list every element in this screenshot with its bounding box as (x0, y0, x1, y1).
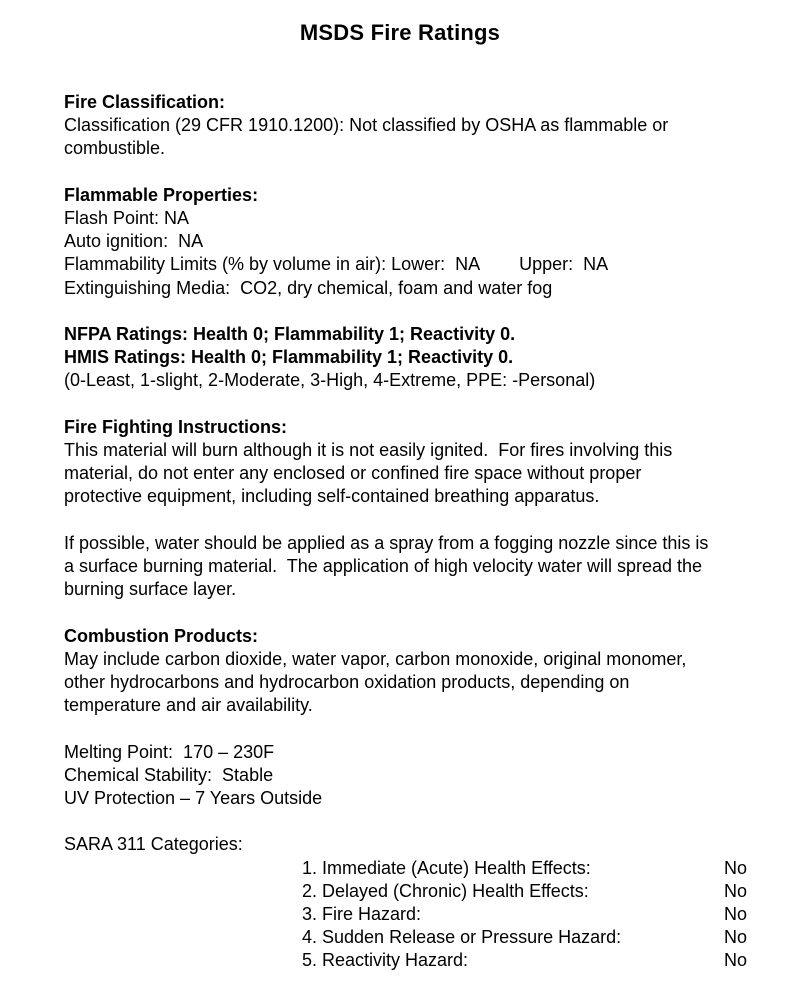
combustion-products-heading: Combustion Products: (64, 625, 258, 646)
section-sara-311 (64, 833, 760, 972)
sara-row (64, 857, 760, 880)
sara-value: No (724, 904, 748, 924)
doc-line: This material will burn although it is not easily ignited. For fires involving this (64, 440, 673, 460)
fire-classification-heading: Fire Classification: (64, 92, 226, 112)
sara-heading: SARA 311 Categories: (64, 834, 243, 855)
section-flammable-properties (64, 184, 760, 300)
section-ratings (64, 323, 760, 393)
sara-label: 2. Delayed (Chronic) Health Effects: (302, 880, 589, 901)
sara-label: 5. Reactivity Hazard: (302, 950, 469, 971)
section-fire-fighting (64, 416, 760, 509)
doc-line: burning surface layer. (64, 579, 237, 600)
uv-protection-line: UV Protection – 7 Years Outside (64, 788, 323, 808)
sara-label: 3. Fire Hazard: (302, 904, 422, 924)
section-combustion-products (64, 625, 760, 718)
sara-value: No (724, 950, 748, 971)
doc-line: material, do not enter any enclosed or confined fire space without proper (64, 463, 642, 484)
sara-row (64, 926, 760, 949)
sara-value: No (724, 857, 748, 878)
hmis-ratings-line: HMIS Ratings: Health 0; Flammability 1; Reactivity 0. (64, 347, 514, 368)
doc-line: protective equipment, including self-contained breathing apparatus. (64, 486, 600, 507)
doc-line: Classification (29 CFR 1910.1200): Not classified by OSHA as flammable or (64, 115, 669, 136)
sara-label: 4. Sudden Release or Pressure Hazard: (302, 927, 622, 948)
doc-line: other hydrocarbons and hydrocarbon oxidation products, depending on (64, 672, 630, 692)
sara-label: 1. Immediate (Acute) Health Effects: (302, 857, 591, 878)
flash-point-line: Flash Point: NA (64, 208, 190, 228)
fire-fighting-paragraph-2 (64, 532, 760, 602)
melting-point-line: Melting Point: 170 – 230F (64, 741, 275, 762)
sara-row (64, 880, 760, 903)
sara-value: No (724, 880, 748, 901)
auto-ignition-line: Auto ignition: NA (64, 231, 204, 252)
doc-title: MSDS Fire Ratings (299, 20, 501, 45)
sara-category-list (64, 857, 760, 973)
section-fire-classification (64, 91, 760, 161)
extinguishing-media-line: Extinguishing Media: CO2, dry chemical, foam and water fog (64, 277, 553, 298)
nfpa-ratings-line: NFPA Ratings: Health 0; Flammability 1; Reactivity 0. (64, 324, 516, 344)
sara-row (64, 903, 760, 926)
chemical-stability-line: Chemical Stability: Stable (64, 764, 274, 785)
flammable-properties-heading: Flammable Properties: (64, 184, 259, 205)
doc-line: combustible. (64, 138, 166, 159)
sara-value: No (724, 927, 748, 948)
doc-content (0, 91, 800, 973)
fire-fighting-heading: Fire Fighting Instructions: (64, 416, 287, 437)
sara-row (64, 949, 760, 972)
section-physical-properties (64, 741, 760, 811)
doc-line: If possible, water should be applied as a spray from a fogging nozzle since this is (64, 532, 709, 553)
ratings-scale-note: (0-Least, 1-slight, 2-Moderate, 3-High, 4-Extreme, PPE: -Personal) (64, 370, 596, 391)
doc-line: May include carbon dioxide, water vapor, carbon monoxide, original monomer, (64, 648, 687, 669)
doc-line: temperature and air availability. (64, 695, 313, 716)
doc-line: a surface burning material. The application of high velocity water will spread the (64, 556, 703, 576)
flammability-limits-line: Flammability Limits (% by volume in air): Lower: NA Upper: NA (64, 254, 609, 275)
